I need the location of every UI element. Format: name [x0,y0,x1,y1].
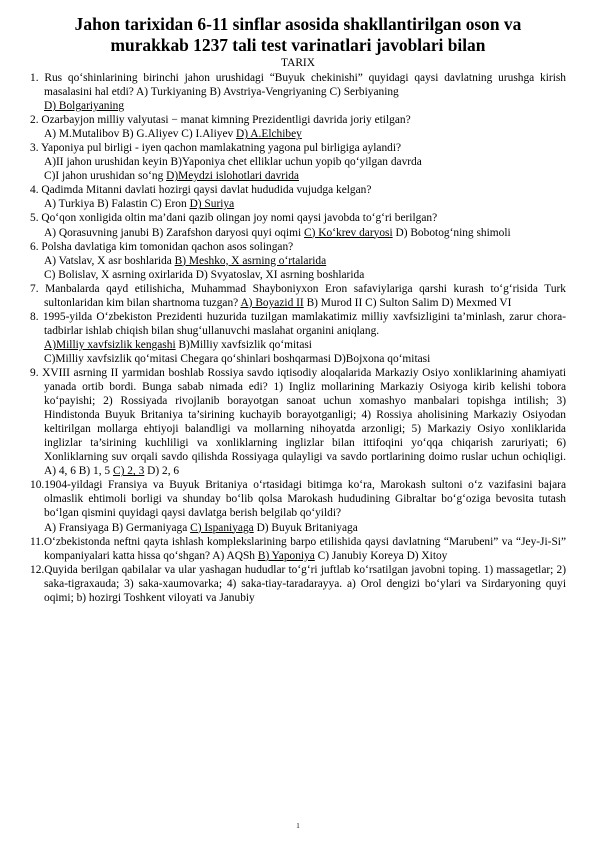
question-stem: 8. 1995-yilda O‘zbekiston Prezidenti huzurida tuzilgan mamlakatimiz milliy xavfsizligini ta’minlash, zarur chora-tadbirlar ishlab chiqish bilan shug‘ullanuvchi maslahat organini aniqlang. [30,310,566,337]
title-line-1: Jahon tarixidan 6-11 sinflar asosida shakllantirilgan oson va [74,14,522,34]
answer-options: D) 2, 6 [144,465,180,478]
question-stem: 1. Rus qo‘shinlarining birinchi jahon urushidagi “Buyuk chekinishi” quyidagi qaysi davlatning urushga kirish masalasini hal etdi? A) Turkiyaning B) Avstriya-Vengriyaning C) Serbiyaning [30,72,566,99]
page-number: 1 [296,822,300,830]
answer-line [30,99,566,113]
correct-answer: A) Boyazid II [240,296,304,309]
answer-line [30,338,566,352]
answer-line [30,197,566,211]
title-line-2: murakkab 1237 tali test varinatlari javoblari bilan [110,35,486,55]
question-11 [30,535,566,563]
correct-answer: C) Ko‘krev daryosi [304,226,393,239]
answer-line [30,521,566,535]
answer-line [30,226,566,240]
question-stem: 10.1904-yildagi Fransiya va Buyuk Britaniya o‘rtasidagi bitimga ko‘ra, Marokash sultoni o‘z vazifasini bajara olmaslik ehtimoli borligi va shunday bo‘lib qolsa Marokash hududining Gibraltar bo‘g‘oziga bevosita tutash bo‘lgan qismini quyidagi qaysi davlatga berish belgilab qo‘yildi? [30,479,566,520]
question-text: 7. Manbalarda qayd etilishicha, Muhammad Shayboniyxon Eron safaviylariga qarshi kurash to‘g‘risida Turk sultonlaridan kim bilan shartnoma tuzgan? [30,282,566,309]
answer-options: A)II jahon urushidan keyin B)Yaponiya chet elliklar uchun yopib qo‘yilgan davrda [44,156,422,169]
correct-answer: B) Yaponiya [257,549,315,562]
question-text: 11.O‘zbekistonda neftni qayta ishlash komplekslarining barpo etilishida qaysi davlatning “Marubeni” va “Jey-Ji-Si” kompaniyalari katta hissa qo‘shgan? A) AQSh [30,535,566,562]
question-stem: 5. Qo‘qon xonligida oltin ma’dani qazib olingan joy nomi qaysi javobda to‘g‘ri berilgan? [30,212,438,225]
answer-options: A) Fransiyaga B) Germaniyaga [44,521,191,534]
question-stem [30,535,566,563]
question-7 [30,282,566,310]
question-stem: 6. Polsha davlatiga kim tomonidan qachon asos solingan? [30,240,294,253]
question-2 [30,113,566,141]
answer-line [30,155,566,169]
correct-answer: D) Bolgariyaning [44,100,125,113]
answer-options: A) Qorasuvning janubi B) Zarafshon daryosi quyi oqimi [44,226,305,239]
question-stem [30,282,566,310]
answer-options: D) Buyuk Britaniyaga [253,521,358,534]
question-9 [30,366,566,478]
question-text: 9. XVIII asrning II yarmidan boshlab Rossiya savdo iqtisodiy aloqalarida Markaziy Osiyo xonliklarining ahamiyati yanada ortib bordi. Bunga sabab nimada edi? 1) Ingliz mollarining Markaziy Osiyoga kirib kelishi tobora ko‘payishi; 2) Rossiyada rivojlanib borayotgan sanoat uchun xomashyo manbalari topishga intilish; 3) Hindistonda Buyuk Britaniya ta’sirining kuchayib borayotganligi; 4) Rossiya aholisining Markaziy Osiyodan keltirilgan mollarga ehtiyoji balandligi va mollarning nihoyatda arzonligi; 5) Markaziy Osiyo xonliklarida inglizlar ta’sirining kuchliligi va xonliklarning inglizlar bilan ittifoqini yo‘qqa chiqarish zaruriyati; 6) Xonliklarning suv orqali savdo qilishda Rossiyaga qulayligi va savdo portlarining doimo ruslar uchun ochiqligi. A) 4, 6 B) 1, 5 [30,366,566,478]
answer-options: B) Murod II C) Sulton Salim D) Mexmed VI [303,296,512,309]
answer-line [30,268,566,282]
question-stem: 12.Quyida berilgan qabilalar va ular yashagan hududlar to‘g‘ri juftlab ko‘rsatilgan javobni toping. 1) massagetlar; 2) saka-tigraxauda; 3) saka-xaumovarka; 4) saka-tiay-taradarayya. a) Orol dengizi bo‘ylari va Sirdaryoning quyi oqimi; b) hozirgi Toshkent viloyati va Janubiy [30,563,566,604]
question-5 [30,211,566,239]
question-stem: 3. Yaponiya pul birligi - iyen qachon mamlakatning yagona pul birligiga aylandi? [30,142,402,155]
correct-answer: C) 2, 3 [112,465,145,478]
correct-answer: A)Milliy xavfsizlik kengashi [44,338,176,351]
question-1 [30,71,566,113]
answer-line [30,127,566,141]
question-stem: 2. Ozarbayjon milliy valyutasi − manat kimning Prezidentligi davrida joriy etilgan? [30,114,411,127]
answer-options: A) Turkiya B) Falastin C) Eron [44,198,190,211]
answer-options: C) Janubiy Koreya D) Xitoy [314,549,448,562]
question-stem: 4. Qadimda Mitanni davlati hozirgi qaysi davlat hududida vujudga kelgan? [30,184,372,197]
question-stem [30,366,566,478]
answer-options: D) Bobotog‘ning shimoli [392,226,511,239]
correct-answer: D)Meydzi islohotlari davrida [166,170,299,183]
subject-heading: TARIX [281,57,315,69]
answer-options: C) Bolislav, X asrning oxirlarida D) Svyatoslav, XI asrning boshlarida [44,268,365,281]
question-8 [30,310,566,366]
answer-options: C)Milliy xavfsizlik qo‘mitasi Chegara qo‘shinlari boshqarmasi D)Bojxona qo‘mitasi [44,352,431,365]
answer-line [30,169,566,183]
answer-options: B)Milliy xavfsizlik qo‘mitasi [175,338,312,351]
question-10 [30,478,566,534]
correct-answer: B) Meshko, X asrning o‘rtalarida [174,254,327,267]
document-title [30,14,566,56]
correct-answer: D) Suriya [189,198,235,211]
answer-options: C)I jahon urushidan so‘ng [44,170,167,183]
correct-answer: D) A.Elchibey [236,128,302,141]
answer-line [30,254,566,268]
question-12 [30,563,566,605]
answer-options: A) Vatslav, X asr boshlarida [44,254,175,267]
question-6 [30,240,566,282]
question-3 [30,141,566,183]
correct-answer: C) Ispaniyaga [190,521,254,534]
answer-options: A) M.Mutalibov B) G.Aliyev C) I.Aliyev [44,128,237,141]
answer-line [30,352,566,366]
question-4 [30,183,566,211]
